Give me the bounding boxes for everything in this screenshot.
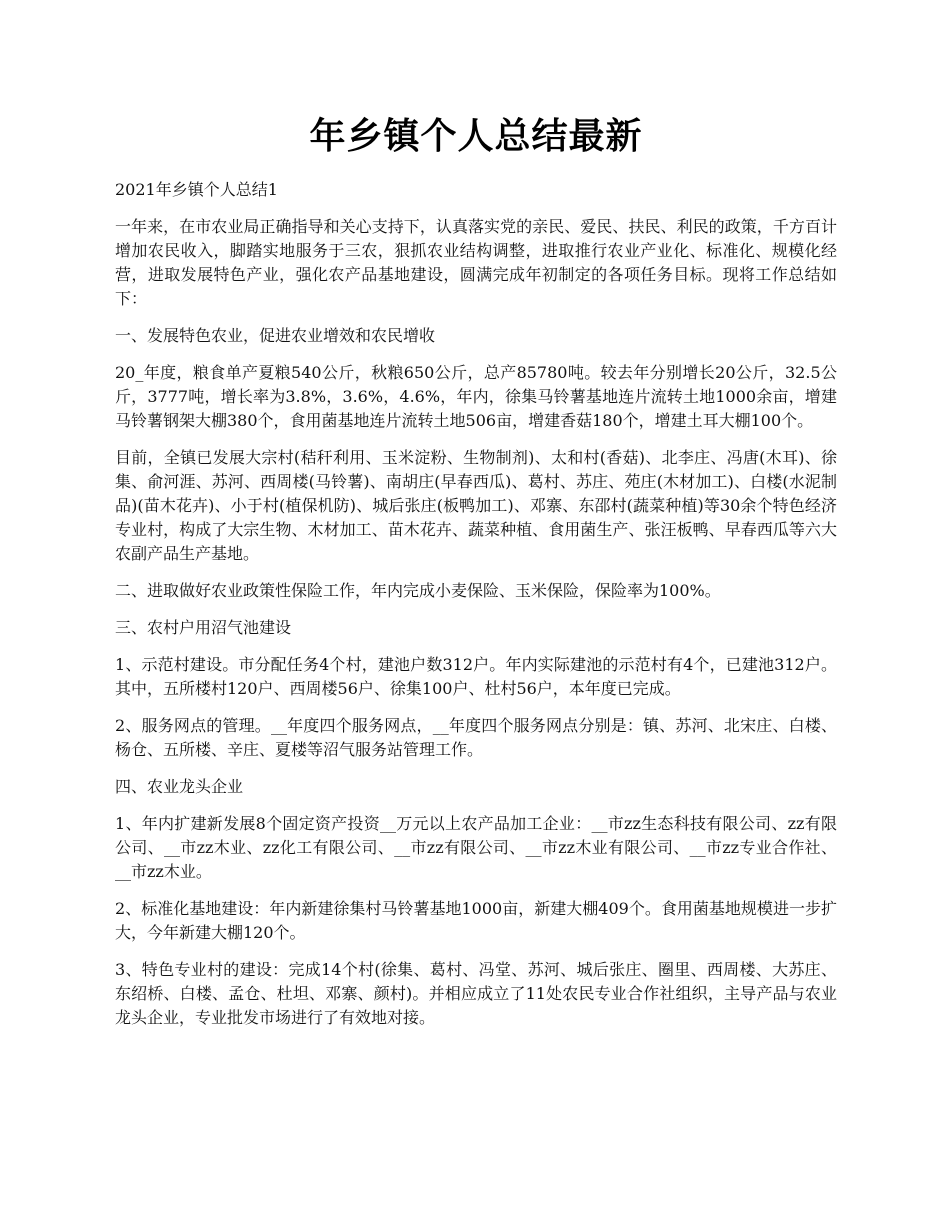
- document-title: 年乡镇个人总结最新: [309, 115, 643, 157]
- section-heading-4: 四、农业龙头企业: [115, 777, 244, 796]
- document-subtitle: 2021年乡镇个人总结1: [115, 180, 278, 199]
- document-page: [115, 0, 837, 1030]
- paragraph-standard-bases: 2、标准化基地建设：年内新建徐集村马铃薯基地1000亩，新建大棚409个。食用菌基地规模进一步扩大，今年新建大棚120个。: [115, 899, 837, 942]
- paragraph-grain-output: 20_年度，粮食单产夏粮540公斤，秋粮650公斤，总产85780吨。较去年分别增长20公斤，32.5公斤，3777吨，增长率为3.8%，3.6%，4.6%，年内，徐集马铃薯基地连片流转土地1000余亩，增建马铃薯钢架大棚380个，食用菌基地连片流转土地506亩，增建香菇180个，增建土耳大棚100个。: [115, 363, 837, 430]
- paragraph-demo-villages: 1、示范村建设。市分配任务4个村，建池户数312户。年内实际建池的示范村有4个，已建池312户。其中，五所楼村120户、西周楼56户、徐集100户、杜村56户，本年度已完成。: [115, 655, 837, 698]
- paragraph-service-points: 2、服务网点的管理。__年度四个服务网点，__年度四个服务网点分别是：镇、苏河、北宋庄、白楼、杨仓、五所楼、辛庄、夏楼等沼气服务站管理工作。: [115, 716, 837, 759]
- section-heading-1: 一、发展特色农业，促进农业增效和农民增收: [115, 326, 436, 345]
- paragraph-intro: 一年来，在市农业局正确指导和关心支持下，认真落实党的亲民、爱民、扶民、利民的政策，千方百计增加农民收入，脚踏实地服务于三农，狠抓农业结构调整，进取推行农业产业化、标准化、规模化经营，进取发展特色产业，强化农产品基地建设，圆满完成年初制定的各项任务目标。现将工作总结如下：: [115, 217, 837, 308]
- paragraph-specialty-villages: 目前，全镇已发展大宗村(秸秆利用、玉米淀粉、生物制剂)、太和村(香菇)、北李庄、冯唐(木耳)、徐集、俞河涯、苏河、西周楼(马铃薯)、南胡庄(早春西瓜)、葛村、苏庄、苑庄(木材加工)、白楼(水泥制品)(苗木花卉)、小于村(植保机防)、城后张庄(板鸭加工)、邓寨、东邵村(蔬菜种植)等30余个特色经济专业村，构成了大宗生物、木材加工、苗木花卉、蔬菜种植、食用菌生产、张汪板鸭、早春西瓜等六大农副产品生产基地。: [115, 448, 837, 563]
- paragraph-specialty-construction: 3、特色专业村的建设：完成14个村(徐集、葛村、冯堂、苏河、城后张庄、圈里、西周楼、大苏庄、东绍桥、白楼、孟仓、杜坦、邓寨、颜村)。并相应成立了11处农民专业合作社组织，主导产品与农业龙头企业，专业批发市场进行了有效地对接。: [115, 960, 837, 1027]
- paragraph-enterprises: 1、年内扩建新发展8个固定资产投资__万元以上农产品加工企业：__市zz生态科技有限公司、zz有限公司、__市zz木业、zz化工有限公司、__市zz有限公司、__市zz木业有限公司、__市zz专业合作社、__市zz木业。: [115, 814, 837, 881]
- section-heading-3: 三、农村户用沼气池建设: [115, 618, 292, 637]
- section-heading-2: 二、进取做好农业政策性保险工作，年内完成小麦保险、玉米保险，保险率为100%。: [115, 581, 721, 600]
